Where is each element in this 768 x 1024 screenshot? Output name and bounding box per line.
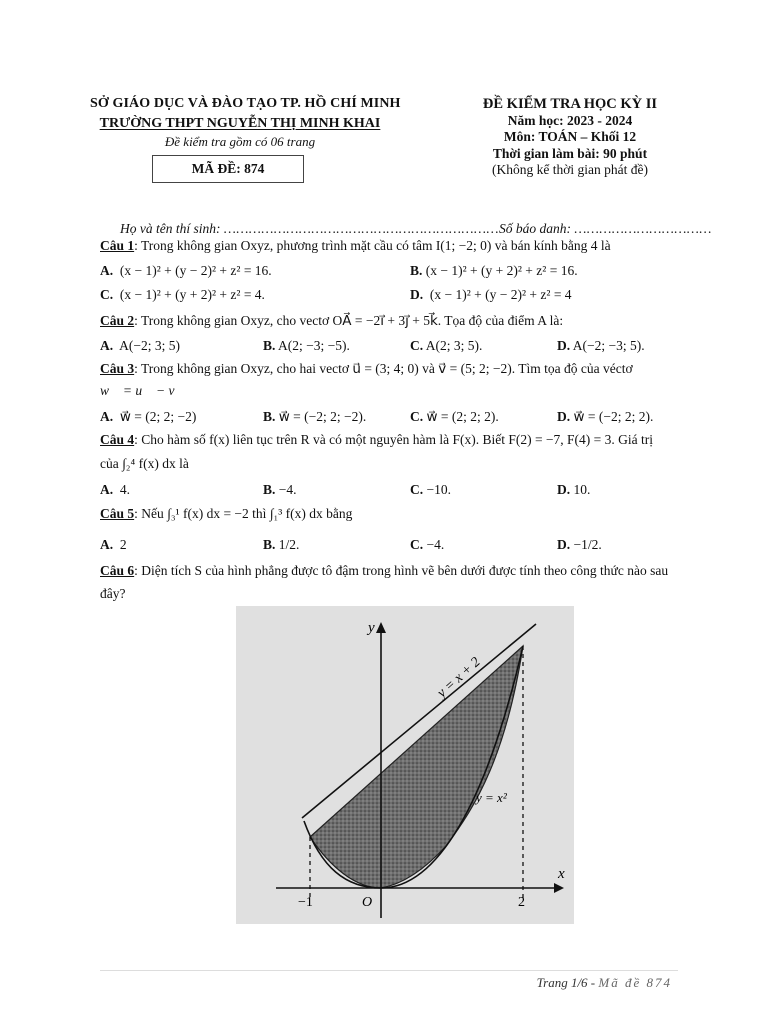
question-text: : Trong không gian Oxyz, cho hai vectơ u⃗ = (3; 4; 0) và v⃗ = (5; 2; −2). Tìm tọa độ của véctơ xyxy=(134,361,633,376)
option-text: 2 xyxy=(119,537,127,552)
option-text: w⃗ = (2; 2; 2). xyxy=(426,409,499,424)
school-year: Năm học: 2023 - 2024 xyxy=(507,112,633,128)
header-right xyxy=(450,96,690,179)
subject: Môn: TOÁN – Khối 12 xyxy=(503,129,637,144)
option-text: w⃗ = (−2; 2; −2). xyxy=(278,409,367,424)
option-letter: B. xyxy=(263,482,276,497)
question-text: : Trong không gian Oxyz, phương trình mặt cầu có tâm I(1; −2; 0) và bán kính bằng 4 là xyxy=(134,238,611,253)
option-letter: D. xyxy=(557,338,571,353)
question-text: : Cho hàm số f(x) liên tục trên R và có một nguyên hàm là F(x). Biết F(2) = −7, F(4) = 3. Giá trị xyxy=(134,432,654,447)
pages-note: Đề kiểm tra gồm có 06 trang xyxy=(164,134,316,149)
option-letter: D. xyxy=(557,537,571,552)
option-letter: C. xyxy=(410,409,424,424)
footer-page: Trang 1/6 - xyxy=(536,975,596,990)
option-letter: D. xyxy=(410,287,424,302)
duration-note: (Không kể thời gian phát đề) xyxy=(492,162,648,177)
x-axis-label: x xyxy=(558,866,565,882)
y-axis-label: y xyxy=(368,620,375,636)
option-letter: D. xyxy=(557,409,571,424)
question-3 xyxy=(100,361,633,377)
candidate-id-dots: …………………………… xyxy=(574,221,712,236)
area-figure xyxy=(236,606,574,924)
option-letter: A. xyxy=(100,338,114,353)
question-5 xyxy=(100,506,352,522)
option-1b xyxy=(410,263,578,279)
option-3d xyxy=(557,409,653,425)
option-text: A(2; 3; 5). xyxy=(425,338,483,353)
option-4c xyxy=(410,482,451,498)
exam-code-box: MÃ ĐỀ: 874 xyxy=(152,155,304,183)
question-label: Câu 4 xyxy=(100,432,135,447)
option-letter: C. xyxy=(410,537,424,552)
option-text: A(−2; −3; 5). xyxy=(572,338,645,353)
option-letter: B. xyxy=(410,263,423,278)
question-label: Câu 6 xyxy=(100,563,135,578)
option-letter: A. xyxy=(100,409,114,424)
option-2d xyxy=(557,338,645,354)
option-text: −4. xyxy=(278,482,297,497)
question-label: Câu 1 xyxy=(100,238,135,253)
option-5b xyxy=(263,537,299,553)
question-text: : Trong không gian Oxyz, cho vectơ OA⃗ = −2i⃗ + 3j⃗ + 5k⃗. Tọa độ của điểm A là: xyxy=(134,313,564,328)
exam-title: ĐỀ KIỂM TRA HỌC KỲ II xyxy=(482,96,658,112)
option-4a xyxy=(100,482,130,498)
footer-divider xyxy=(100,970,678,971)
option-letter: A. xyxy=(100,263,114,278)
option-5d xyxy=(557,537,602,553)
question-text: : Diện tích S của hình phẳng được tô đậm trong hình vẽ bên dưới được tính theo công thức nào sau xyxy=(134,563,669,578)
option-text: (x − 1)² + (y − 2)² + z² = 4 xyxy=(429,287,572,302)
option-letter: C. xyxy=(410,482,424,497)
candidate-id-label: Số báo danh: xyxy=(498,221,571,236)
question-4-line2: của ∫₂⁴ f(x) dx là xyxy=(100,456,189,471)
option-1a xyxy=(100,263,272,279)
y-axis-arrow xyxy=(376,622,386,633)
option-1d xyxy=(410,287,572,303)
question-6-line2: đây? xyxy=(100,586,126,601)
option-4b xyxy=(263,482,297,498)
option-text: (x − 1)² + (y + 2)² + z² = 16. xyxy=(425,263,578,278)
duration: Thời gian làm bài: 90 phút xyxy=(492,145,648,161)
question-label: Câu 2 xyxy=(100,313,135,328)
option-text: w⃗ = (2; 2; −2) xyxy=(119,409,197,424)
candidate-name-label: Họ và tên thí sinh: xyxy=(120,221,221,236)
option-text: 1/2. xyxy=(278,537,300,552)
tick-label-neg1: −1 xyxy=(298,895,313,910)
option-letter: A. xyxy=(100,537,114,552)
department-name: SỞ GIÁO DỤC VÀ ĐÀO TẠO TP. HỒ CHÍ MINH xyxy=(90,96,401,111)
option-3c xyxy=(410,409,499,425)
option-letter: D. xyxy=(557,482,571,497)
footer-code: Mã đề 874 xyxy=(598,975,672,990)
option-5c xyxy=(410,537,444,553)
option-text: A(2; −3; −5). xyxy=(278,338,350,353)
option-text: −4. xyxy=(426,537,445,552)
header-left xyxy=(90,96,401,150)
school-name: TRƯỜNG THPT NGUYỄN THỊ MINH KHAI xyxy=(99,116,381,131)
tick-label-2: 2 xyxy=(518,895,525,910)
question-label: Câu 5 xyxy=(100,506,135,521)
option-text: (x − 1)² + (y + 2)² + z² = 4. xyxy=(119,287,265,302)
option-text: 10. xyxy=(573,482,591,497)
option-4d xyxy=(557,482,590,498)
option-2b xyxy=(263,338,350,354)
question-label: Câu 3 xyxy=(100,361,135,376)
shaded-region xyxy=(310,646,523,888)
curve-label: y = x² xyxy=(476,790,507,805)
question-3-line2: w⃗ = u⃗ − v⃗ xyxy=(100,383,185,398)
option-text: w⃗ = (−2; 2; 2). xyxy=(573,409,654,424)
option-2a xyxy=(100,338,180,354)
candidate-name-dots: ………………………………………………………… xyxy=(223,221,499,236)
area-figure-svg xyxy=(236,606,574,924)
option-letter: C. xyxy=(410,338,424,353)
option-3b xyxy=(263,409,366,425)
option-text: 4. xyxy=(119,482,130,497)
option-text: −10. xyxy=(426,482,451,497)
option-text: (x − 1)² + (y − 2)² + z² = 16. xyxy=(119,263,272,278)
option-letter: C. xyxy=(100,287,114,302)
option-text: A(−2; 3; 5) xyxy=(119,338,180,353)
option-text: −1/2. xyxy=(573,537,602,552)
origin-label: O xyxy=(362,895,373,910)
option-letter: B. xyxy=(263,338,276,353)
x-axis-arrow xyxy=(554,883,564,893)
option-letter: B. xyxy=(263,409,276,424)
question-text: : Nếu ∫₃¹ f(x) dx = −2 thì ∫₁³ f(x) dx bằng xyxy=(134,506,353,521)
question-2 xyxy=(100,313,563,329)
question-4 xyxy=(100,432,653,448)
option-3a xyxy=(100,409,196,425)
question-1 xyxy=(100,238,611,254)
line-label: y = x + 2 xyxy=(434,654,484,701)
option-letter: B. xyxy=(263,537,276,552)
candidate-line xyxy=(120,221,712,237)
option-letter: A. xyxy=(100,482,114,497)
footer xyxy=(537,975,672,991)
option-1c xyxy=(100,287,265,303)
option-5a xyxy=(100,537,127,553)
question-6 xyxy=(100,563,668,579)
option-2c xyxy=(410,338,482,354)
